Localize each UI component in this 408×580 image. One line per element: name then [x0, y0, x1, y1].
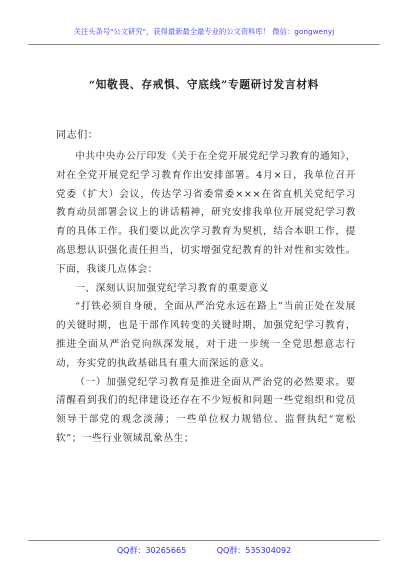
document-title: “知敬畏、存戒惧、守底线”专题研讨发言材料 — [88, 79, 320, 91]
paragraph-quote: “打铁必须自身硬，全面从严治党永远在路上”当前正处在发展的关键时期，也是干部作风转变的关键时期，加强党纪学习教育，推进全面从严治党向纵深发展，对于进一步统一全党思想意志行动，夯实党的执政基础具有重大而深远的意义。 — [56, 301, 356, 369]
paragraph-intro: 中共中央办公厅印发《关于在全党开展党纪学习教育的通知》，对在全党开展党纪学习教育作出安排部署。4月×日，我单位召开党委（扩大）会议，传达学习省委常委×××在省直机关党纪学习教育动员部署会议上的讲话精神，研究安排我单位开展党纪学习教育的具体工作。我们要以此次学习教育为契机，结合本职工作，提高思想认识强化责任担当，切实增强党纪教育的针对性和实效性。下面，我谈几点体会： — [56, 151, 356, 275]
paragraph-subsection-1: （一）加强党纪学习教育是推进全面从严治党的必然要求。要清醒看到我们的纪律建设还存在不少短板和问题一些党组织和党员领导干部党的观念淡薄；一些单位权力规错位、监督执纪“宽松软”；一些行业领域乱象丛生； — [56, 376, 356, 444]
salutation: 同志们： — [56, 130, 99, 141]
section-heading-1: 一、深刻认识加强党纪学习教育的重要意义 — [75, 282, 269, 294]
header-divider — [28, 44, 380, 45]
footer-qq-group-2: QQ群：535304092 — [216, 546, 292, 555]
header-note: 关注头条号"公文研究"，获得最新最全最专业的公文资料库！ 微信：gongwenyj — [73, 27, 335, 36]
footer — [0, 545, 408, 556]
footer-qq-group-1: QQ群：30265665 — [116, 546, 187, 555]
footer-divider — [28, 540, 380, 541]
document-body — [56, 148, 356, 449]
